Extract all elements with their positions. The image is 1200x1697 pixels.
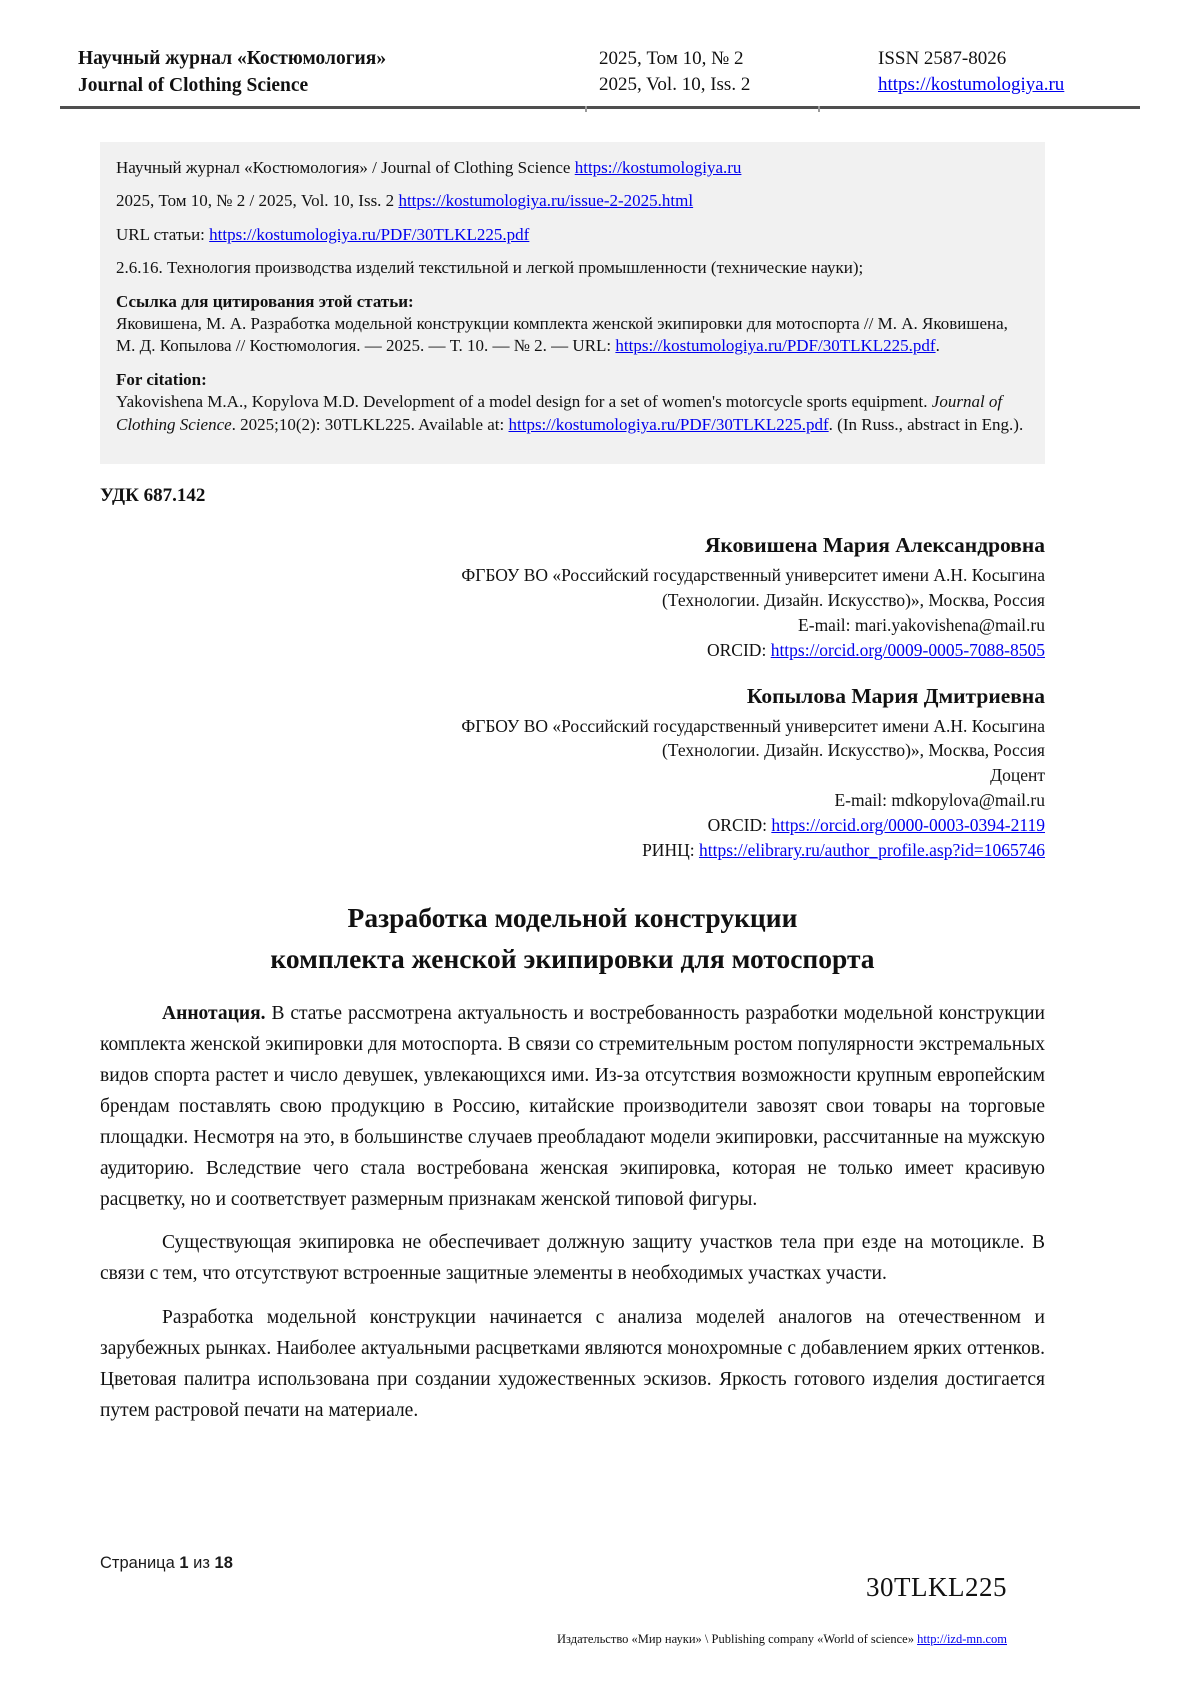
page-current: 1	[179, 1554, 189, 1572]
email-value: mari.yakovishena@mail.ru	[854, 614, 1045, 635]
author-email-line	[100, 788, 1045, 813]
orcid-link[interactable]: https://orcid.org/0000-0003-0394-2119	[771, 814, 1045, 835]
rinc-label: РИНЦ:	[642, 839, 699, 860]
article-body	[100, 999, 1045, 1427]
citation-en-label: For citation:	[116, 369, 207, 389]
rinc-link[interactable]: https://elibrary.ru/author_profile.asp?id=1065746	[698, 839, 1045, 860]
issn: ISSN 2587-8026	[878, 48, 1007, 69]
metadata-issue-text: 2025, Том 10, № 2 / 2025, Vol. 10, Iss. 2	[116, 191, 399, 211]
orcid-label: ORCID:	[707, 814, 772, 835]
issue-en: 2025, Vol. 10, Iss. 2	[599, 74, 751, 96]
issn-block	[818, 46, 1140, 100]
metadata-line-issue	[116, 190, 1029, 212]
journal-header	[60, 46, 1140, 109]
email-label: E-mail:	[798, 614, 855, 635]
publisher-link[interactable]: http://izd-mn.com	[917, 1632, 1007, 1646]
citation-ru-label: Ссылка для цитирования этой статьи:	[116, 291, 414, 311]
udc-code: УДК 687.142	[100, 485, 206, 507]
citation-en-link[interactable]: https://kostumologiya.ru/PDF/30TLKL225.pdf	[508, 414, 829, 434]
author-block-yakovishena	[100, 533, 1045, 662]
author-rinc-line	[100, 838, 1045, 863]
article-url-label: URL статьи:	[116, 224, 210, 244]
abstract-paragraph	[100, 999, 1045, 1215]
citation-en-suffix: . (In Russ., abstract in Eng.).	[828, 414, 1024, 434]
metadata-line-url	[116, 224, 1029, 246]
citation-ru-period: .	[935, 336, 940, 356]
page-total: 18	[214, 1554, 233, 1572]
header-divider-tick	[585, 106, 587, 112]
header-divider-tick	[818, 106, 820, 112]
author-name: Яковишена Мария Александровна	[704, 533, 1045, 558]
citation-en-text	[116, 391, 1029, 436]
journal-title-en: Journal of Clothing Science	[78, 74, 309, 96]
journal-site-link[interactable]: https://kostumologiya.ru	[878, 74, 1065, 96]
author-affiliation-line1: ФГБОУ ВО «Российский государственный университет имени А.Н. Косыгина	[461, 565, 1045, 586]
metadata-journal-text: Научный журнал «Костюмология» / Journal of Clothing Science	[116, 157, 575, 177]
citation-en-block	[116, 369, 1029, 436]
author-position: Доцент	[990, 765, 1045, 786]
author-email-line	[100, 613, 1045, 638]
page-number	[100, 1554, 233, 1573]
author-orcid-line	[100, 638, 1045, 663]
email-value: mdkopylova@mail.ru	[891, 790, 1045, 811]
abstract-label: Аннотация.	[162, 1003, 266, 1025]
author-orcid-line	[100, 813, 1045, 838]
journal-title-ru: Научный журнал «Костюмология»	[78, 48, 387, 69]
publisher-text: Издательство «Мир науки» \ Publishing company «World of science»	[557, 1632, 918, 1646]
author-affiliation-line1: ФГБОУ ВО «Российский государственный университет имени А.Н. Косыгина	[461, 715, 1045, 736]
article-code: 30TLKL225	[866, 1572, 1007, 1602]
metadata-line-journal	[116, 157, 1029, 179]
body-paragraph-3: Разработка модельной конструкции начинается с анализа моделей аналогов на отечественном и зарубежных рынках. Наиболее актуальными расцветками являются монохромные с добавлением ярких оттенков. Цветовая палитра использована при создании художественных эскизов. Яркость готового изделия достигается путем растровой печати на материале.	[100, 1307, 1045, 1421]
author-block-kopylova	[100, 684, 1045, 863]
page-label-prefix: Страница	[100, 1554, 180, 1572]
citation-en-body1: Yakovishena M.A., Kopylova M.D. Development of a model design for a set of women's motorcycle sports equipment.	[116, 392, 932, 412]
citation-ru-link[interactable]: https://kostumologiya.ru/PDF/30TLKL225.pdf	[615, 336, 936, 356]
article-title-line1: Разработка модельной конструкции	[347, 901, 798, 933]
metadata-issue-link[interactable]: https://kostumologiya.ru/issue-2-2025.html	[398, 191, 694, 211]
citation-en-body2: . 2025;10(2): 30TLKL225. Available at:	[231, 414, 509, 434]
publisher-line	[557, 1632, 1007, 1647]
author-affiliation-line2: (Технологии. Дизайн. Искусство)», Москва, Россия	[661, 740, 1045, 761]
citation-ru-body: Яковишена, М. А. Разработка модельной конструкции комплекта женской экипировки для мотоспорта // М. А. Яковишена, М. Д. Копылова // Костюмология. — 2025. — Т. 10. — № 2. — URL:	[116, 314, 1008, 356]
citation-en-journal-italic: Journal of Clothing Science	[116, 392, 1003, 434]
article-metadata-box	[100, 142, 1045, 464]
email-label: E-mail:	[834, 790, 892, 811]
metadata-journal-link[interactable]: https://kostumologiya.ru	[574, 157, 742, 177]
main-column	[100, 485, 1045, 1427]
article-pdf-link[interactable]: https://kostumologiya.ru/PDF/30TLKL225.pdf	[209, 224, 530, 244]
issue-ru: 2025, Том 10, № 2	[599, 48, 744, 69]
page-of-label: из	[188, 1554, 215, 1572]
article-title	[100, 897, 1045, 980]
orcid-label: ORCID:	[707, 639, 771, 660]
author-affiliation-line2: (Технологии. Дизайн. Искусство)», Москва, Россия	[661, 590, 1045, 611]
orcid-link[interactable]: https://orcid.org/0009-0005-7088-8505	[770, 639, 1045, 660]
authors-section	[100, 533, 1045, 862]
journal-titles	[60, 46, 585, 100]
abstract-text: В статье рассмотрена актуальность и востребованность разработки модельной конструкции комплекта женской экипировки для мотоспорта. В связи со стремительным ростом популярности экстремальных видов спорта растет и число девушек, увлекающихся ими. Из-за отсутствия возможности крупным европейским брендам поставлять свою продукцию в Россию, китайские производители завозят свои товары на торговые площадки. Несмотря на это, в большинстве случаев преобладают модели экипировки, рассчитанные на мужскую аудиторию. Вследствие чего стала востребована женская экипировка, которая не только имеет красивую расцветку, но и соответствует размерным признакам женской типовой фигуры.	[100, 1003, 1045, 1210]
citation-ru-text	[116, 313, 1029, 358]
metadata-line-specialty: 2.6.16. Технология производства изделий текстильной и легкой промышленности (технические науки);	[116, 258, 864, 278]
issue-info	[585, 46, 818, 100]
citation-ru-block	[116, 291, 1029, 358]
author-name: Копылова Мария Дмитриевна	[746, 683, 1045, 708]
article-title-line2: комплекта женской экипировки для мотоспорта	[270, 942, 875, 974]
body-paragraph-2: Существующая экипировка не обеспечивает должную защиту участков тела при езде на мотоцикле. В связи с тем, что отсутствуют встроенные защитные элементы в необходимых участках участи.	[100, 1232, 1045, 1285]
